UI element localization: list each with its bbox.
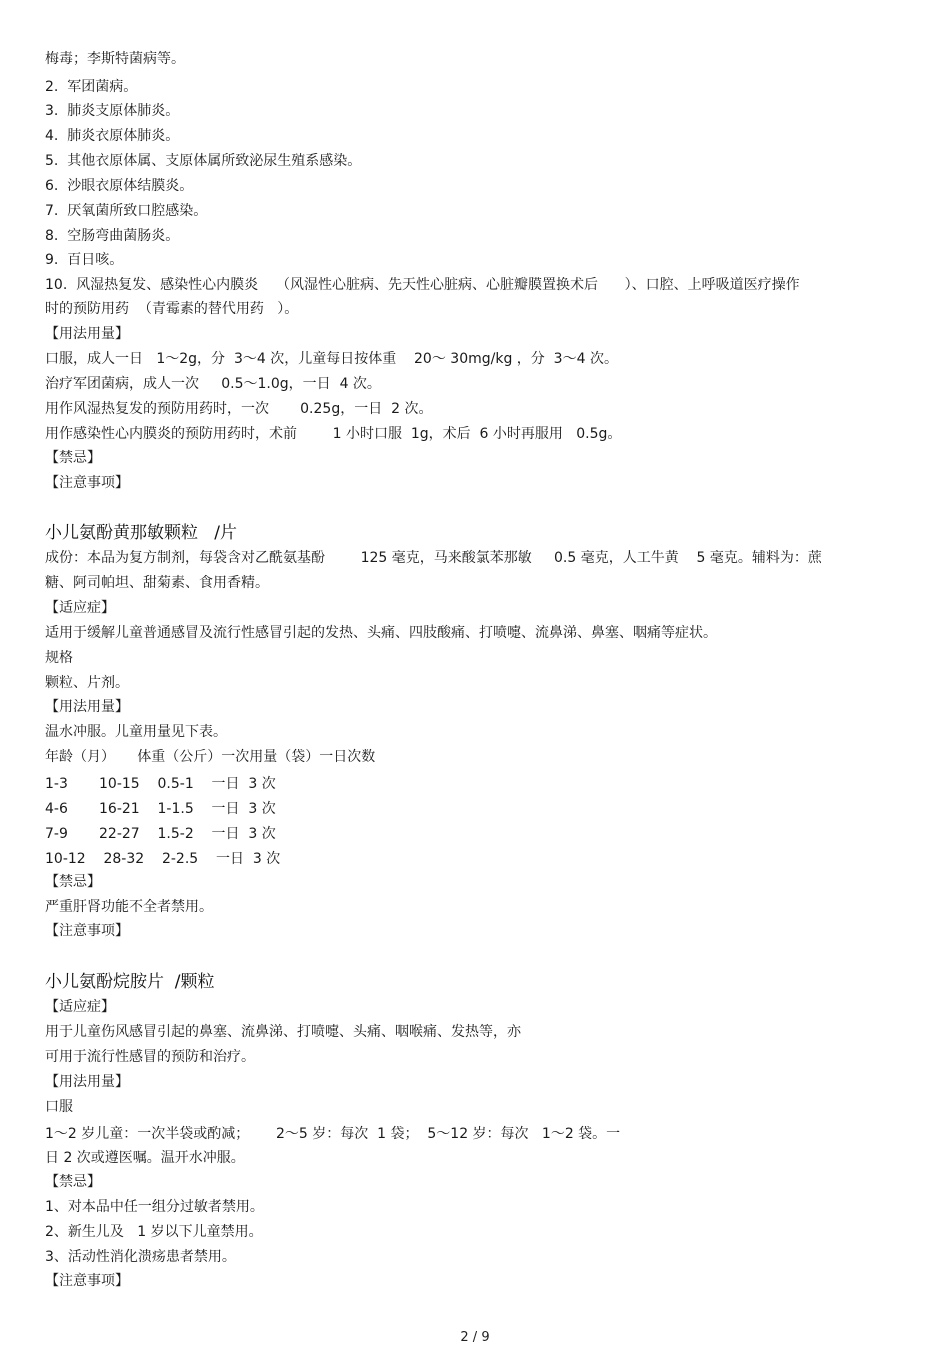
text-line: 成份：本品为复方制剂，每袋含对乙酰氨基酚 125 毫克，马来酸氯苯那敏 0.5 毫克，人工牛黄 5 毫克。辅料为：蔗 bbox=[45, 550, 822, 566]
text-line: 适用于缓解儿童普通感冒及流行性感冒引起的发热、头痛、四肢酸痛、打喷嚏、流鼻涕、鼻塞、咽痛等症状。 bbox=[45, 625, 717, 641]
text-line: 糖、阿司帕坦、甜菊素、食用香精。 bbox=[45, 575, 269, 591]
drug-title: 小儿氨酚烷胺片 /颗粒 bbox=[45, 972, 215, 992]
text-line: 用于儿童伤风感冒引起的鼻塞、流鼻涕、打喷嚏、头痛、咽喉痛、发热等，亦 bbox=[45, 1024, 521, 1040]
list-item: 3. 肺炎支原体肺炎。 bbox=[45, 103, 180, 119]
list-item: 4. 肺炎衣原体肺炎。 bbox=[45, 128, 180, 144]
section-heading: 【用法用量】 bbox=[45, 326, 129, 342]
table-row: 7-9 22-27 1.5-2 一日 3 次 bbox=[45, 826, 276, 842]
text-line: 用作风湿热复发的预防用药时，一次 0.25g，一日 2 次。 bbox=[45, 401, 433, 417]
table-row: 4-6 16-21 1-1.5 一日 3 次 bbox=[45, 801, 276, 817]
section-heading: 【用法用量】 bbox=[45, 1074, 129, 1090]
section-heading: 【注意事项】 bbox=[45, 923, 129, 939]
section-heading: 【注意事项】 bbox=[45, 1273, 129, 1289]
list-item: 7. 厌氧菌所致口腔感染。 bbox=[45, 203, 208, 219]
list-item: 2、新生儿及 1 岁以下儿童禁用。 bbox=[45, 1224, 263, 1240]
text-line: 严重肝肾功能不全者禁用。 bbox=[45, 899, 213, 915]
text-line: 1～2 岁儿童：一次半袋或酌减； 2～5 岁：每次 1 袋； 5～12 岁：每次 1～2 袋。一 bbox=[45, 1126, 621, 1142]
list-item: 1、对本品中任一组分过敏者禁用。 bbox=[45, 1199, 264, 1215]
text-line: 时的预防用药 （青霉素的替代用药 ）。 bbox=[45, 301, 299, 317]
section-heading: 【适应症】 bbox=[45, 600, 115, 616]
text-line: 治疗军团菌病，成人一次 0.5～1.0g，一日 4 次。 bbox=[45, 376, 381, 392]
list-item: 10. 风湿热复发、感染性心内膜炎 （风湿性心脏病、先天性心脏病、心脏瓣膜置换术后 ）、口腔、上呼吸道医疗操作 bbox=[45, 277, 800, 293]
list-item: 2. 军团菌病。 bbox=[45, 79, 138, 95]
list-item: 9. 百日咳。 bbox=[45, 252, 124, 268]
list-item: 8. 空肠弯曲菌肠炎。 bbox=[45, 228, 180, 244]
drug-title: 小儿氨酚黄那敏颗粒 /片 bbox=[45, 523, 237, 543]
text-line: 规格 bbox=[45, 650, 73, 666]
page-number: 2 / 9 bbox=[460, 1330, 490, 1345]
table-header: 年龄（月） 体重（公斤）一次用量（袋）一日次数 bbox=[45, 749, 376, 765]
text-line: 用作感染性心内膜炎的预防用药时，术前 1 小时口服 1g，术后 6 小时再服用 0.5g。 bbox=[45, 426, 622, 442]
section-heading: 【禁忌】 bbox=[45, 450, 101, 466]
section-heading: 【禁忌】 bbox=[45, 1174, 101, 1190]
text-line: 可用于流行性感冒的预防和治疗。 bbox=[45, 1049, 255, 1065]
text-line: 口服，成人一日 1～2g，分 3～4 次，儿童每日按体重 20～ 30mg/kg ，分 3～4 次。 bbox=[45, 351, 618, 367]
section-heading: 【禁忌】 bbox=[45, 874, 101, 890]
text-line: 颗粒、片剂。 bbox=[45, 675, 129, 691]
text-line: 口服 bbox=[45, 1099, 73, 1115]
section-heading: 【用法用量】 bbox=[45, 699, 129, 715]
table-row: 1-3 10-15 0.5-1 一日 3 次 bbox=[45, 776, 276, 792]
text-line: 温水冲服。儿童用量见下表。 bbox=[45, 724, 227, 740]
section-heading: 【注意事项】 bbox=[45, 475, 129, 491]
text-line: 日 2 次或遵医嘱。温开水冲服。 bbox=[45, 1150, 245, 1166]
table-row: 10-12 28-32 2-2.5 一日 3 次 bbox=[45, 851, 281, 867]
list-item: 6. 沙眼衣原体结膜炎。 bbox=[45, 178, 194, 194]
list-item: 5. 其他衣原体属、支原体属所致泌尿生殖系感染。 bbox=[45, 153, 362, 169]
text-line: 梅毒；李斯特菌病等。 bbox=[45, 51, 185, 67]
section-heading: 【适应症】 bbox=[45, 999, 115, 1015]
list-item: 3、活动性消化溃疡患者禁用。 bbox=[45, 1249, 236, 1265]
